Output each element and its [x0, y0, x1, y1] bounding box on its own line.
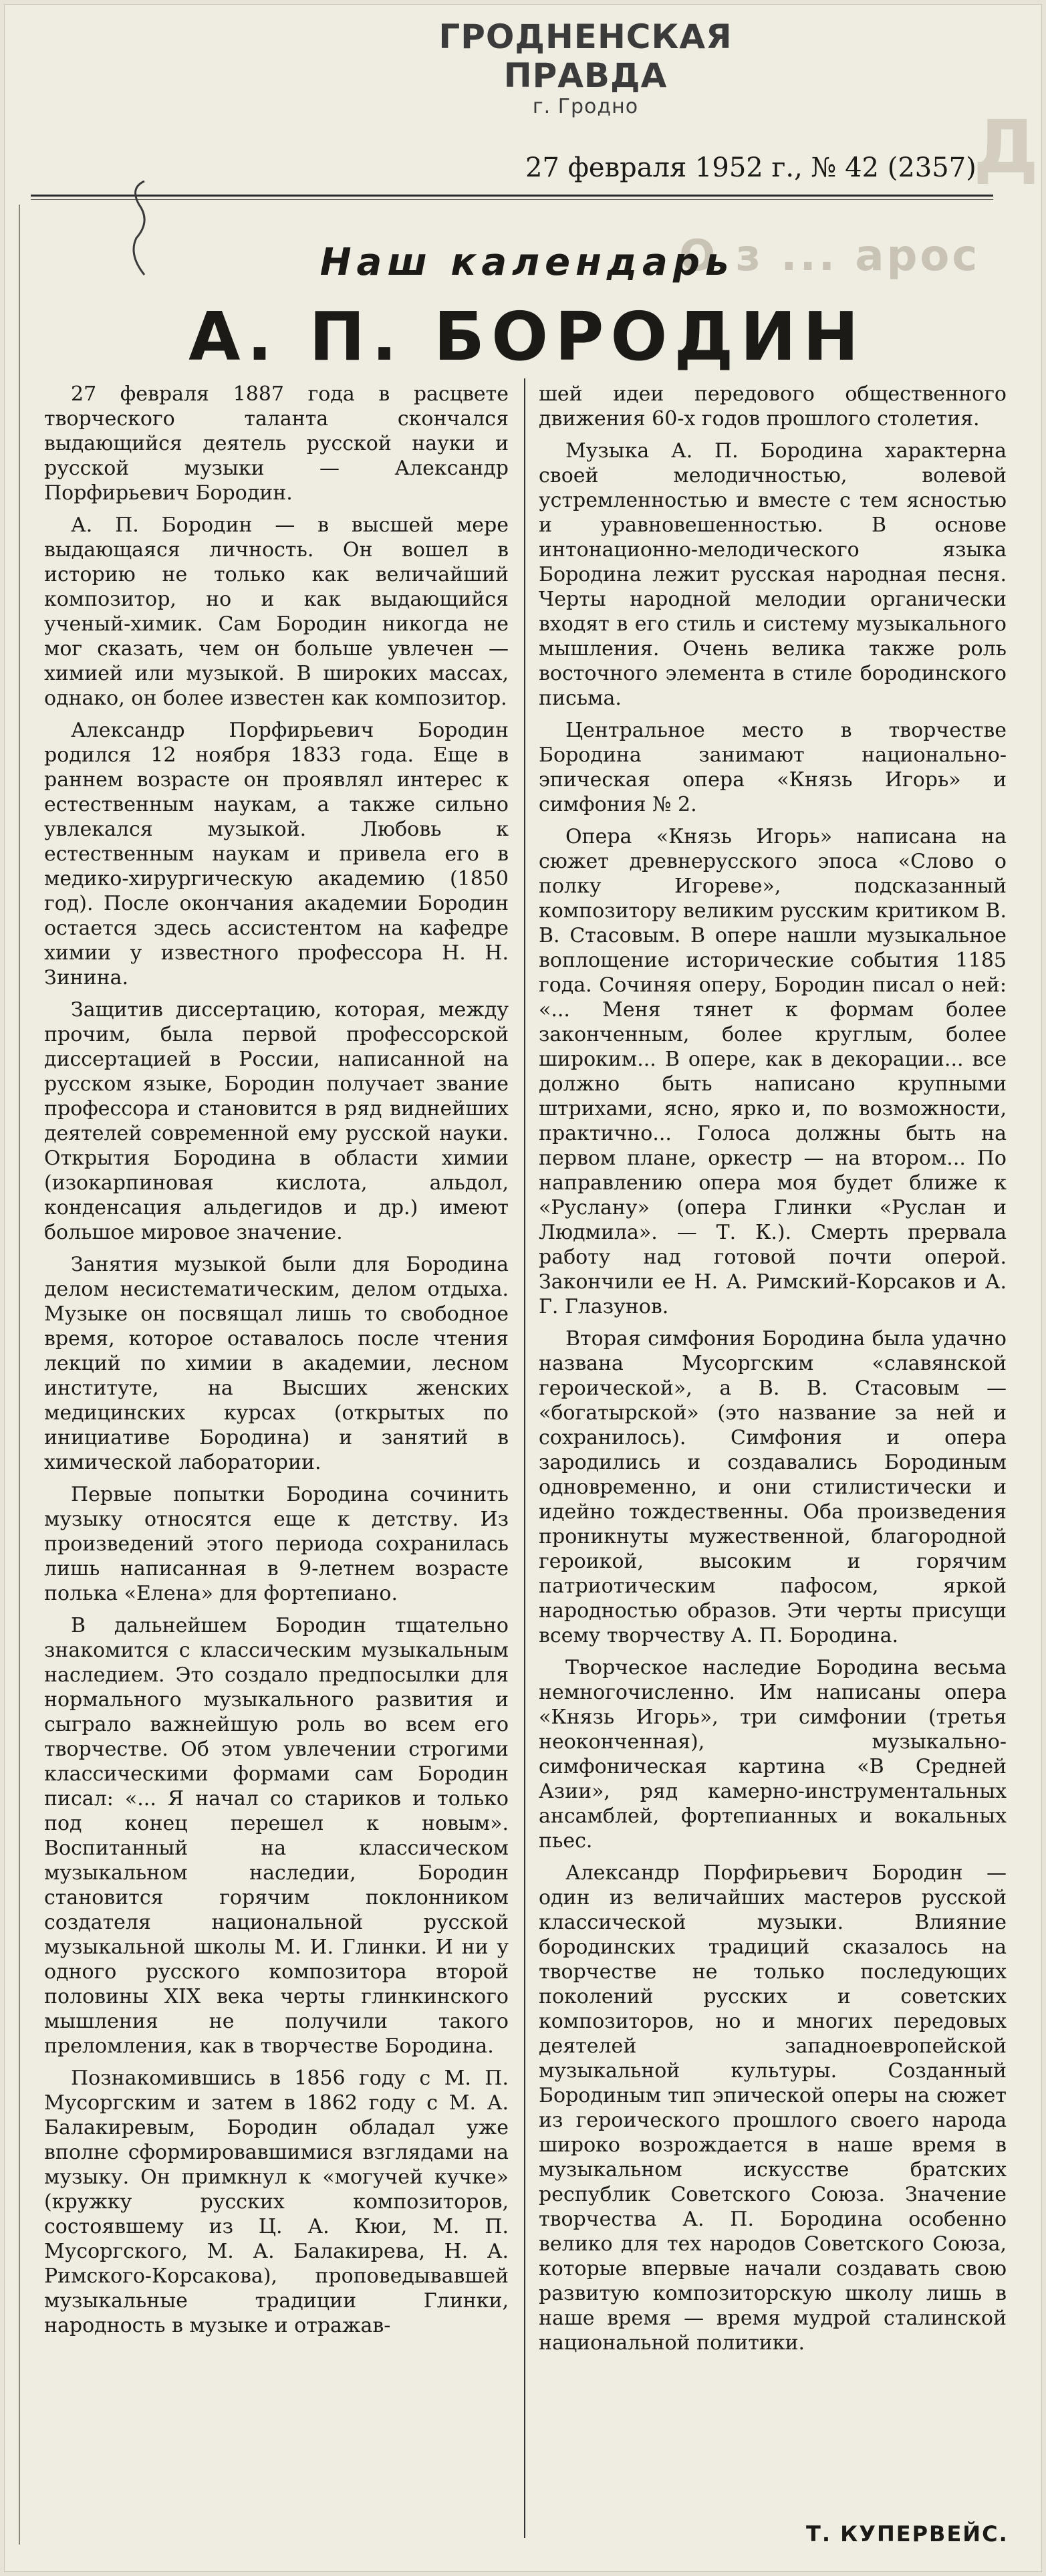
- paragraph: Центральное место в творчестве Бородина занимают национально-эпическая опера «Князь Игорь» и симфония № 2.: [539, 719, 1007, 816]
- paragraph: Музыка А. П. Бородина характерна своей мелодичностью, волевой устремленностью и вместе с тем ясностью и уравновешенностью. В основе интонационно-мелодического языка Бородина лежит русская народная песня. Черты народной мелодии органически входят в его стиль и систему музыкального мышления. Очень велика также роль восточного элемента в стиле бородинского письма.: [539, 439, 1007, 710]
- paragraph: 27 февраля 1887 года в расцвете творческого таланта скончался выдающийся деятель русской науки и русской музыки — Александр Порфирьевич Бородин.: [44, 382, 509, 505]
- issue-dateline: 27 февраля 1952 г., № 42 (2357): [525, 152, 976, 183]
- article-headline: А. П. БОРОДИН: [188, 298, 866, 376]
- stamp-city: г. Гродно: [532, 95, 639, 118]
- column-divider: [524, 378, 525, 2538]
- article-column-right: [539, 382, 1007, 2363]
- paragraph: Первые попытки Бородина сочинить музыку относятся еще к детству. Из произведений этого периода сохранилась лишь написанная в 9-летнем возрасте полька «Елена» для фортепиано.: [44, 1483, 509, 1605]
- bleed-through-mark: Д: [973, 104, 1039, 190]
- clipping-edge-line: [19, 205, 20, 2545]
- paragraph: А. П. Бородин — в высшей мере выдающаяся личность. Он вошел в историю не только как величайший композитор, но и как выдающийся ученый-химик. Сам Бородин никогда не мог сказать, чем он больше увлечен — химией или музыкой. В широких массах, однако, он более известен как композитор.: [44, 513, 509, 710]
- rubric-title: Наш календарь: [319, 241, 735, 284]
- article-column-left: [44, 382, 509, 2345]
- paragraph: Познакомившись в 1856 году с М. П. Мусоргским и затем в 1862 году с М. А. Балакиревым, Бородин обладал уже вполне сформировавшимися взглядами на музыку. Он примкнул к «могучей кучке» (кружку русских композиторов, состоявшему из Ц. А. Кюи, М. П. Мусоргского, М. А. Балакирева, Н. А. Римского-Корсакова), проповедывавшей музыкальные традиции Глинки, народность в музыке и отражав-: [44, 2067, 509, 2337]
- paragraph: Творческое наследие Бородина весьма немногочисленно. Им написаны опера «Князь Игорь», три симфонии (третья неоконченная), музыкально-симфоническая картина «В Средней Азии», ряд камерно-инструментальных ансамблей, фортепианных и вокальных пьес.: [539, 1656, 1007, 1853]
- author-signature: Т. КУПЕРВЕЙС.: [806, 2521, 1009, 2547]
- paragraph: Александр Порфирьевич Бородин родился 12 ноября 1833 года. Еще в раннем возрасте он проявлял интерес к естественным наукам, а также сильно увлекался музыкой. Любовь к естественным наукам и привела его в медико-хирургическую академию (1850 год). После окончания академии Бородин остается здесь ассистентом на кафедре химии у известного профессора Н. Н. Зинина.: [44, 719, 509, 989]
- bleed-through-text: О з ... арос: [679, 231, 980, 281]
- paragraph: Защитив диссертацию, которая, между прочим, была первой профессорской диссертацией в России, написанной на русском языке, Бородин получает звание профессора и становится в ряд виднейших деятелей современной ему русской науки. Открытия Бородина в области химии (изокарпиновая кислота, альдол, конденсация альдегидов и др.) имеют большое мировое значение.: [44, 998, 509, 1244]
- archive-stamp: [418, 17, 753, 119]
- dateline-rule: [31, 195, 993, 197]
- newspaper-clipping: [4, 4, 1042, 2572]
- paragraph: Занятия музыкой были для Бородина делом несистематическим, делом отдыха. Музыке он посвящал лишь то свободное время, которое оставалось после чтения лекций по химии в академии, лесном институте, на Высших женских медицинских курсах (открытых по инициативе Бородина) и занятий в химической лаборатории.: [44, 1253, 509, 1474]
- paragraph-continuation: шей идеи передового общественного движения 60-х годов прошлого столетия.: [539, 382, 1007, 431]
- paragraph: Опера «Князь Игорь» написана на сюжет древнерусского эпоса «Слово о полку Игореве», подсказанный композитору великим русским критиком В. В. Стасовым. В опере нашли музыкальное воплощение исторические события 1185 года. Сочиняя оперу, Бородин писал о ней: «... Меня тянет к формам более законченным, более круглым, более широким... В опере, как в декорации... все должно быть написано крупными штрихами, ясно, ярко и, по возможности, практично... Голоса должны быть на первом плане, оркестр — на втором... По направлению опера моя будет ближе к «Руслану» (опера Глинки «Руслан и Людмила». — Т. К.). Смерть прервала работу над готовой почти оперой. Закончили ее Н. А. Римский-Корсаков и А. Г. Глазунов.: [539, 825, 1007, 1318]
- stamp-newspaper-name: ГРОДНЕНСКАЯ ПРАВДА: [438, 17, 733, 95]
- paragraph: Вторая симфония Бородина была удачно названа Мусоргским «славянской героической», а В. В. Стасовым — «богатырской» (это название за ней и сохранилось). Симфония и опера зародились и создавались Бородиным одновременно, и они стилистически и идейно тождественны. Оба произведения проникнуты мужественной, благородной героикой, высоким и горячим патриотическим пафосом, яркой народностью образов. Эти черты присущи всему творчеству А. П. Бородина.: [539, 1327, 1007, 1647]
- paragraph: Александр Порфирьевич Бородин — один из величайших мастеров русской классической музыки. Влияние бородинских традиций сказалось на творчестве не только последующих поколений русских и советских композиторов, но и многих передовых деятелей западноевропейской музыкальной культуры. Созданный Бородиным тип эпической оперы на сюжет из героического прошлого своего народа широко возрождается в наше время в музыкальном искусстве братских республик Советского Союза. Значение творчества А. П. Бородина особенно велико для тех народов Советского Союза, которые впервые начали создавать свою развитую композиторскую школу лишь в наше время — время мудрой сталинской национальной политики.: [539, 1861, 1007, 2355]
- dateline-rule-thin: [31, 199, 993, 200]
- paragraph: В дальнейшем Бородин тщательно знакомится с классическим музыкальным наследием. Это создало предпосылки для нормального музыкального развития и сыграло важнейшую роль во всем его творчестве. Об этом увлечении строгими классическими формами сам Бородин писал: «... Я начал со стариков и только под конец перешел к новым». Воспитанный на классическом музыкальном наследии, Бородин становится горячим поклонником создателя национальной русской музыкальной школы М. И. Глинки. И ни у одного русского композитора второй половины XIX века черты глинкинского мышления не получили такого преломления, как в творчестве Бородина.: [44, 1614, 509, 2058]
